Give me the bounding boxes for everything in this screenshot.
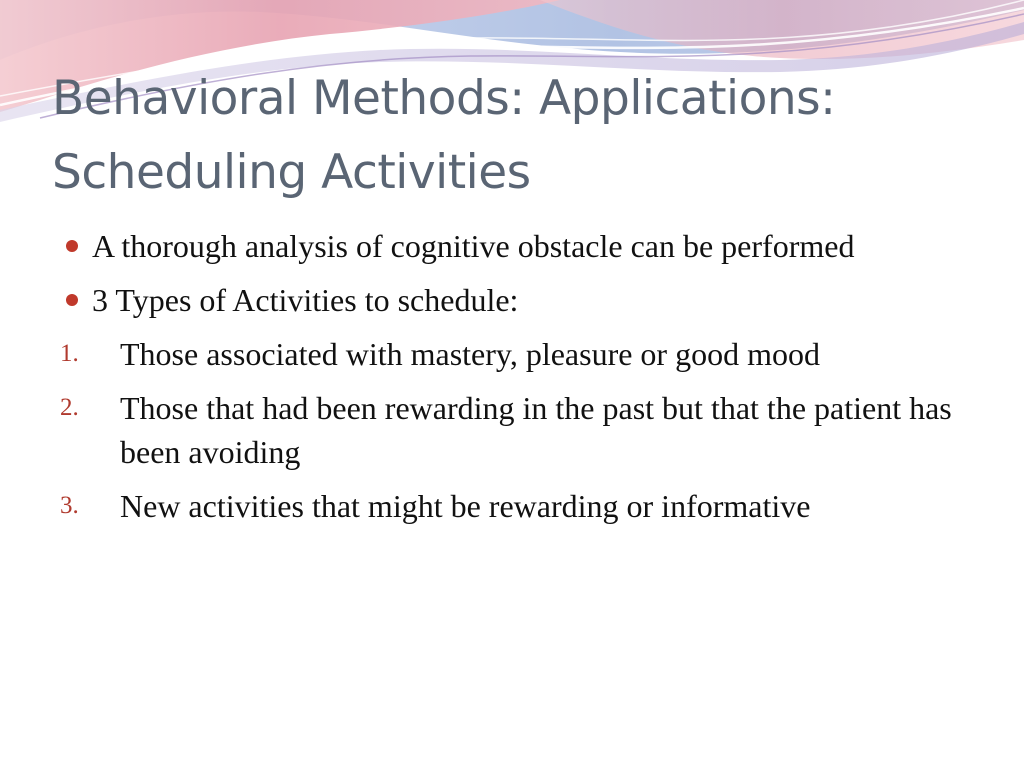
list-number: 1. xyxy=(60,340,79,367)
numbered-item xyxy=(60,332,960,376)
slide-body xyxy=(60,224,960,538)
numbered-item xyxy=(60,484,960,528)
bullet-dot-icon xyxy=(66,294,78,306)
slide-title-line-2: Scheduling Activities xyxy=(52,145,531,200)
bullet-text: A thorough analysis of cognitive obstacle can be performed xyxy=(92,228,855,264)
bullet-item xyxy=(60,278,960,322)
bullet-dot-icon xyxy=(66,240,78,252)
numbered-item-text: Those that had been rewarding in the past but that the patient has been avoiding xyxy=(120,390,952,470)
numbered-item-text: Those associated with mastery, pleasure or good mood xyxy=(120,336,820,372)
numbered-item-text: New activities that might be rewarding or informative xyxy=(120,488,811,524)
list-number: 2. xyxy=(60,394,79,421)
bullet-item xyxy=(60,224,960,268)
slide-title xyxy=(52,62,992,210)
slide-title-line-1: Behavioral Methods: Applications: xyxy=(52,71,836,126)
list-number: 3. xyxy=(60,492,79,519)
numbered-item xyxy=(60,386,960,474)
bullet-text: 3 Types of Activities to schedule: xyxy=(92,282,519,318)
